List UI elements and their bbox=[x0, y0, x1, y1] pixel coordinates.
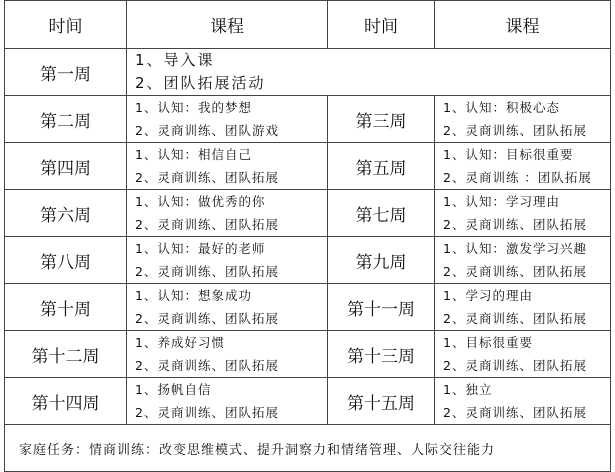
course-line: 1、认知：学习理由 bbox=[443, 194, 560, 209]
course-cell bbox=[435, 96, 611, 143]
course-line: 1、养成好习惯 bbox=[135, 335, 225, 350]
course-cell bbox=[127, 331, 328, 378]
table-row bbox=[5, 378, 611, 425]
table-row bbox=[5, 96, 611, 143]
course-cell bbox=[127, 190, 328, 237]
course-line: 1、认知：做优秀的你 bbox=[135, 194, 266, 209]
course-line: 2、灵商训练、团队拓展 bbox=[135, 405, 279, 420]
week-label: 第十三周 bbox=[328, 331, 435, 378]
schedule-rows bbox=[5, 96, 611, 425]
course-line: 1、独立 bbox=[443, 382, 493, 397]
course-cell bbox=[435, 284, 611, 331]
course-line: 2、灵商训练、团队拓展 bbox=[443, 405, 587, 420]
course-line: 2、灵商训练、团队拓展 bbox=[443, 358, 587, 373]
header-time-left: 时间 bbox=[5, 1, 127, 49]
header-row bbox=[5, 1, 611, 49]
week-label: 第二周 bbox=[5, 96, 127, 143]
week-label: 第十四周 bbox=[5, 378, 127, 425]
course-line: 2、灵商训练、团队拓展 bbox=[443, 311, 587, 326]
week-label: 第十一周 bbox=[328, 284, 435, 331]
week-label: 第八周 bbox=[5, 237, 127, 284]
week-label: 第七周 bbox=[328, 190, 435, 237]
course-line: 2、团队拓展活动 bbox=[135, 74, 266, 92]
header-course-right: 课程 bbox=[435, 1, 611, 49]
course-line: 2、灵商训练、团队拓展 bbox=[135, 264, 279, 279]
week-label: 第十五周 bbox=[328, 378, 435, 425]
course-line: 1、扬帆自信 bbox=[135, 382, 212, 397]
week-label: 第四周 bbox=[5, 143, 127, 190]
course-line: 2、灵商训练、团队拓展 bbox=[443, 217, 587, 232]
week1-row bbox=[5, 49, 611, 96]
course-line: 1、目标很重要 bbox=[443, 335, 533, 350]
course-line: 1、认知：积极心态 bbox=[443, 100, 560, 115]
course-schedule-table bbox=[4, 0, 611, 472]
course-cell bbox=[435, 378, 611, 425]
course-cell bbox=[435, 331, 611, 378]
header-course-left: 课程 bbox=[127, 1, 328, 49]
table-row bbox=[5, 237, 611, 284]
course-cell bbox=[127, 378, 328, 425]
course-line: 1、导入课 bbox=[135, 51, 215, 69]
course-line: 2、灵商训练、团队拓展 bbox=[443, 123, 587, 138]
table-row bbox=[5, 143, 611, 190]
course-line: 1、认知：目标很重要 bbox=[443, 147, 574, 162]
course-cell bbox=[435, 143, 611, 190]
course-line: 1、认知：我的梦想 bbox=[135, 100, 252, 115]
course-line: 2、灵商训练 ：团队拓展 bbox=[443, 170, 592, 185]
course-cell bbox=[127, 96, 328, 143]
course-line: 2、灵商训练、团队拓展 bbox=[135, 217, 279, 232]
course-line: 2、灵商训练、团队拓展 bbox=[135, 358, 279, 373]
table-row bbox=[5, 190, 611, 237]
course-cell bbox=[435, 190, 611, 237]
week-label: 第十周 bbox=[5, 284, 127, 331]
header-time-right: 时间 bbox=[328, 1, 435, 49]
course-line: 2、灵商训练、团队拓展 bbox=[443, 264, 587, 279]
table-row bbox=[5, 331, 611, 378]
week-label: 第一周 bbox=[5, 49, 127, 96]
week-label: 第六周 bbox=[5, 190, 127, 237]
family-task-text: 家庭任务：情商训练：改变思维模式、提升洞察力和情绪管理、人际交往能力 bbox=[5, 425, 611, 472]
course-cell bbox=[127, 237, 328, 284]
week-label: 第五周 bbox=[328, 143, 435, 190]
week-label: 第九周 bbox=[328, 237, 435, 284]
course-cell bbox=[127, 49, 611, 96]
week-label: 第三周 bbox=[328, 96, 435, 143]
course-line: 2、灵商训练、团队拓展 bbox=[135, 311, 279, 326]
course-line: 1、学习的理由 bbox=[443, 288, 533, 303]
course-line: 1、认知：想象成功 bbox=[135, 288, 252, 303]
table-row bbox=[5, 284, 611, 331]
course-cell bbox=[127, 143, 328, 190]
course-line: 1、认知：激发学习兴趣 bbox=[443, 241, 587, 256]
course-cell bbox=[435, 237, 611, 284]
week-label: 第十二周 bbox=[5, 331, 127, 378]
course-line: 1、认知：最好的老师 bbox=[135, 241, 266, 256]
course-cell bbox=[127, 284, 328, 331]
course-line: 2、灵商训练、团队拓展 bbox=[135, 170, 279, 185]
course-line: 2、灵商训练、团队游戏 bbox=[135, 123, 279, 138]
course-line: 1、认知：相信自己 bbox=[135, 147, 252, 162]
footer-row bbox=[5, 425, 611, 472]
